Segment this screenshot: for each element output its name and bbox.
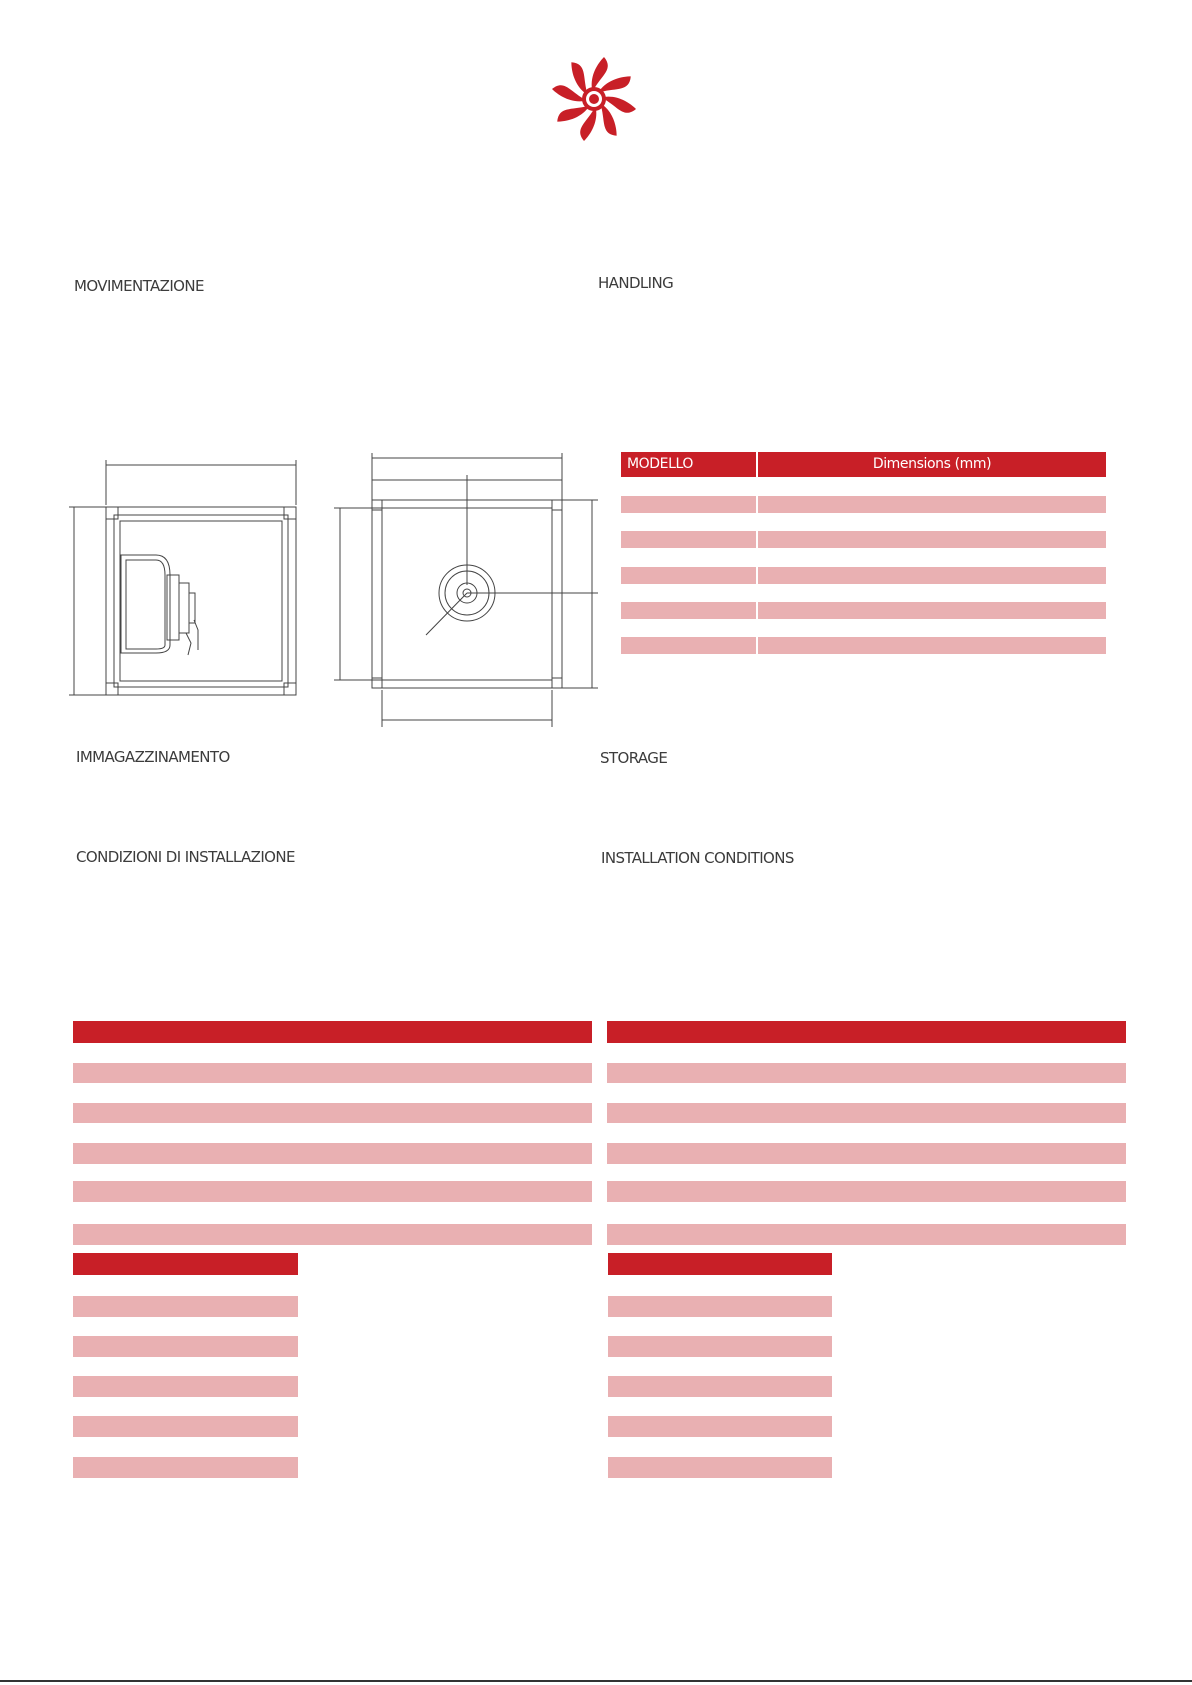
table-row [73,1296,298,1317]
table-row [607,1063,1126,1083]
side-view-drawing [66,455,306,730]
table-row [621,567,756,584]
heading-installation: INSTALLATION CONDITIONS [601,849,794,867]
table-header-model [621,452,756,477]
table-row [758,531,1106,548]
table-row [73,1143,592,1164]
table-row [607,1181,1126,1202]
table-row [608,1416,832,1437]
table-row [73,1376,298,1397]
page-bottom-rule [0,1680,1192,1682]
table-row [608,1376,832,1397]
table-row [621,531,756,548]
table-row [73,1224,592,1245]
fan-logo-icon [549,56,639,142]
narrow-table-left-header [73,1253,298,1275]
table-header-model-label: MODELLO [627,456,694,472]
table-row [607,1143,1126,1164]
front-view-drawing [326,445,606,735]
heading-movimentazione: MOVIMENTAZIONE [74,277,204,295]
table-header-dimensions-label: Dimensions (mm) [872,456,992,472]
wide-table-right-header [607,1021,1126,1043]
heading-handling: HANDLING [598,274,674,292]
table-row [758,602,1106,619]
table-row [608,1336,832,1357]
table-row [608,1296,832,1317]
table-row [73,1457,298,1478]
table-row [608,1457,832,1478]
table-row [73,1063,592,1083]
table-row [607,1103,1126,1123]
table-header-dimensions [758,452,1106,477]
table-row [607,1224,1126,1245]
heading-condizioni: CONDIZIONI DI INSTALLAZIONE [76,848,295,866]
table-row [621,496,756,513]
table-row [758,637,1106,654]
table-row [621,637,756,654]
table-row [758,496,1106,513]
table-row [73,1103,592,1123]
table-row [73,1336,298,1357]
narrow-table-right-header [608,1253,832,1275]
heading-immagazzinamento: IMMAGAZZINAMENTO [76,748,230,766]
wide-table-left-header [73,1021,592,1043]
table-row [758,567,1106,584]
table-row [621,602,756,619]
table-row [73,1181,592,1202]
heading-storage: STORAGE [600,749,668,767]
table-row [73,1416,298,1437]
